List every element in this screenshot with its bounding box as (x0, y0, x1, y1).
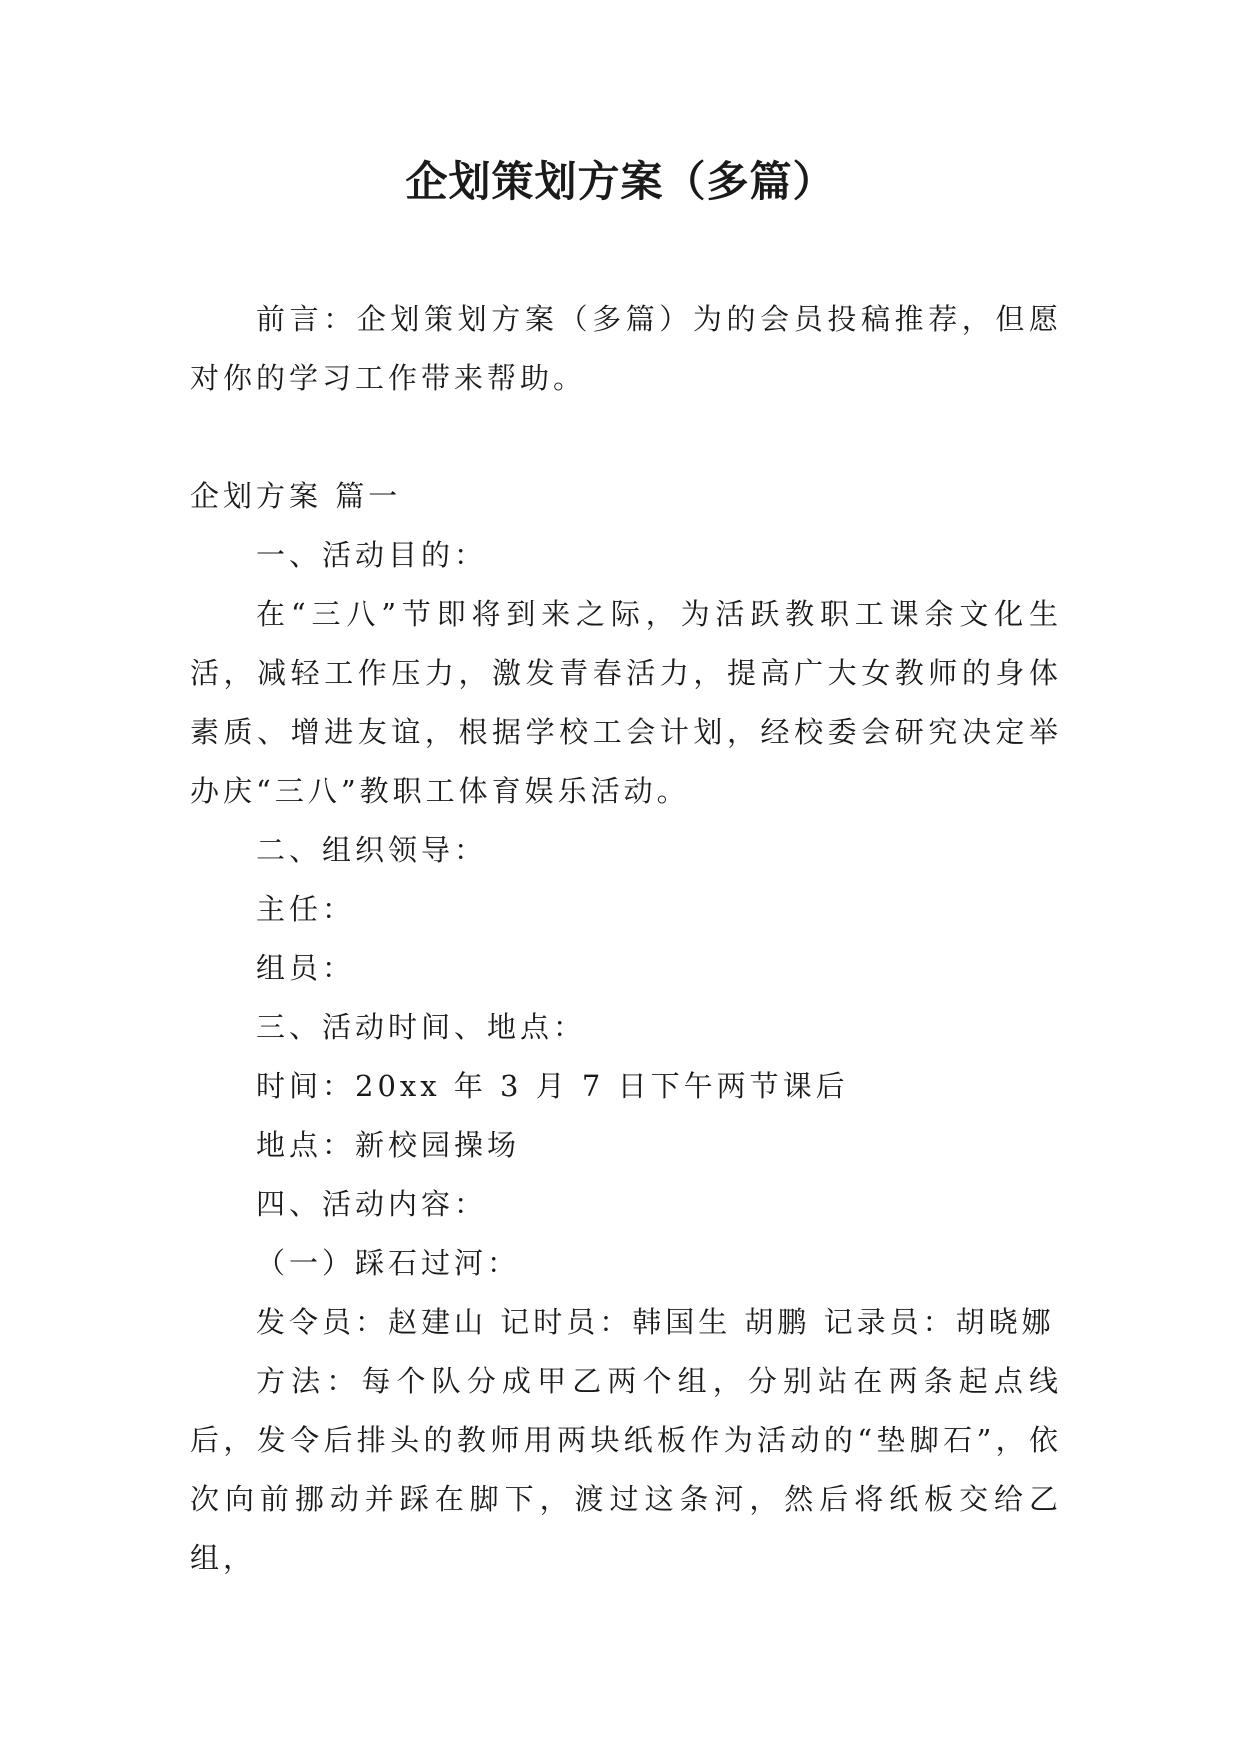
paragraph-time: 时间：20xx 年 3 月 7 日下午两节课后 (256, 1069, 849, 1103)
section-heading: 企划方案 篇一 (190, 479, 402, 513)
paragraph-purpose-text: 在“三八”节即将到来之际，为活跃教职工课余文化生活，减轻工作压力，激发青春活力，提高广大女教师的身体素质、增进友谊，根据学校工会计划，经校委会研究决定举办庆“三八”教职工体育娱乐活动。 (190, 597, 1062, 808)
preface-paragraph: 前言：企划策划方案（多篇）为的会员投稿推荐，但愿对你的学习工作带来帮助。 (190, 302, 1062, 395)
paragraph-members: 组员： (256, 951, 356, 985)
paragraph-time-place-heading: 三、活动时间、地点： (256, 1010, 587, 1044)
paragraph-purpose-heading: 一、活动目的： (256, 538, 488, 572)
document-title: 企划策划方案（多篇） (405, 157, 836, 206)
document-body (190, 290, 1062, 1588)
paragraph-staff: 发令员：赵建山 记时员：韩国生 胡鹏 记录员：胡晓娜 (256, 1305, 1055, 1339)
paragraph-method: 方法：每个队分成甲乙两个组，分别站在两条起点线后，发令后排头的教师用两块纸板作为活动的“垫脚石”，依次向前挪动并踩在脚下，渡过这条河，然后将纸板交给乙组， (190, 1364, 1062, 1575)
paragraph-content-heading: 四、活动内容： (256, 1187, 488, 1221)
paragraph-organization-heading: 二、组织领导： (256, 833, 488, 867)
paragraph-place: 地点：新校园操场 (256, 1128, 521, 1162)
paragraph-director: 主任： (256, 892, 356, 926)
paragraph-event-one-heading: （一）踩石过河： (256, 1246, 521, 1280)
